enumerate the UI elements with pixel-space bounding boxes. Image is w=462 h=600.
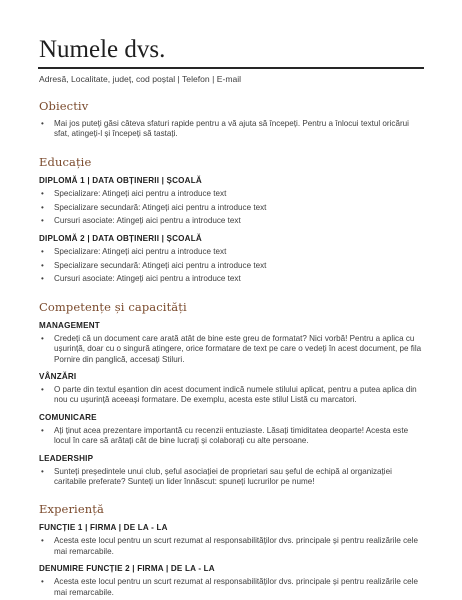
list-item-text: Specializare: Atingeți aici pentru a introduce text <box>54 246 227 256</box>
list-item[interactable] <box>38 577 424 598</box>
list-item-text: Acesta este locul pentru un scurt rezumat al responsabilităților dvs. principale și pentru realizările cele mai remarcabile. <box>54 536 418 556</box>
bullet-icon: • <box>41 216 44 226</box>
bullet-icon: • <box>41 577 44 587</box>
section-title-education[interactable]: Educație <box>39 154 92 169</box>
list-item-text: Mai jos puteți găsi câteva sfaturi rapide pentru a vă ajuta să începeți. Pentru a înlocui textul oricărui sfat, atingeți-l și începeți să tastați. <box>54 119 409 139</box>
list-item-text: Acesta este locul pentru un scurt rezumat al responsabilităților dvs. principale și pentru realizările cele mai remarcabile. <box>54 577 418 597</box>
list-item[interactable] <box>38 203 424 213</box>
degree-heading[interactable]: DIPLOMĂ 2 | DATA OBȚINERII | ȘCOALĂ <box>39 233 202 243</box>
bullet-icon: • <box>41 246 44 256</box>
skill-heading[interactable]: LEADERSHIP <box>39 453 94 463</box>
list-item-text: O parte din textul eșantion din acest document indică numele stilului aplicat, pentru a putea aplica din nou cu ușurință aceeași formatare. De exemplu, acesta este stilul Listă cu marcatori. <box>54 385 417 405</box>
contact-info[interactable]: Adresă, Localitate, județ, cod poștal | Telefon | E-mail <box>39 74 242 84</box>
section-title-experience[interactable]: Experiență <box>39 502 104 517</box>
bullet-icon: • <box>41 119 44 128</box>
list-item[interactable] <box>38 536 424 557</box>
bullet-icon: • <box>41 385 44 395</box>
job-list <box>38 577 424 598</box>
bullet-icon: • <box>41 202 44 212</box>
bullet-icon: • <box>41 333 44 343</box>
objective-list <box>38 119 424 140</box>
skill-list <box>38 385 424 406</box>
list-item-text: Specializare: Atingeți aici pentru a introduce text <box>54 188 227 198</box>
list-item[interactable] <box>38 274 424 284</box>
job-list <box>38 536 424 557</box>
section-title-skills[interactable]: Competențe și capacități <box>39 299 187 314</box>
resume-name[interactable]: Numele dvs. <box>39 36 166 63</box>
list-item[interactable] <box>38 385 424 406</box>
bullet-icon: • <box>41 536 44 546</box>
bullet-icon: • <box>41 425 44 435</box>
list-item-text: Sunteți președintele unui club, șeful asociației de proprietari sau șeful de echipă al organizației caritabile preferate? Sunteți un lider înnăscut: spuneți lucrurilor pe nume! <box>54 466 392 487</box>
header-divider <box>38 67 424 69</box>
skill-list <box>38 334 424 365</box>
list-item[interactable] <box>38 119 424 140</box>
list-item[interactable] <box>38 189 424 199</box>
list-item[interactable] <box>38 467 424 488</box>
degree-list <box>38 189 424 227</box>
list-item-text: Cursuri asociate: Atingeți aici pentru a introduce text <box>54 216 241 226</box>
list-item-text: Credeți că un document care arată atât de bine este greu de formatat? Nici vorbă! Pentru a aplica cu ușurință, doar cu o singură atingere, orice formatare de text pe care o vedeți în acest document, pe fila Pornire din panglică, accesați Stiluri. <box>54 333 422 364</box>
job-heading[interactable]: DENUMIRE FUNCȚIE 2 | FIRMA | DE LA - LA <box>39 564 215 574</box>
list-item-text: Ați ținut acea prezentare importantă cu recenzii entuziaste. Lăsați timiditatea deoparte! Acesta este locul în care să arătați cât de bine lucrați și colaborați cu alte persoane. <box>54 425 409 446</box>
bullet-icon: • <box>41 260 44 270</box>
skill-heading[interactable]: MANAGEMENT <box>39 320 100 330</box>
list-item[interactable] <box>38 261 424 271</box>
bullet-icon: • <box>41 274 44 284</box>
list-item[interactable] <box>38 426 424 447</box>
skill-list <box>38 467 424 488</box>
list-item-text: Specializare secundară: Atingeți aici pentru a introduce text <box>54 260 267 270</box>
list-item[interactable] <box>38 216 424 226</box>
job-heading[interactable]: FUNCȚIE 1 | FIRMA | DE LA - LA <box>39 523 168 533</box>
degree-list <box>38 247 424 285</box>
skill-list <box>38 426 424 447</box>
skill-heading[interactable]: COMUNICARE <box>39 412 97 422</box>
list-item-text: Specializare secundară: Atingeți aici pentru a introduce text <box>54 202 267 212</box>
list-item-text: Cursuri asociate: Atingeți aici pentru a introduce text <box>54 274 241 284</box>
list-item[interactable] <box>38 247 424 257</box>
bullet-icon: • <box>41 466 44 476</box>
degree-heading[interactable]: DIPLOMĂ 1 | DATA OBȚINERII | ȘCOALĂ <box>39 175 202 185</box>
skill-heading[interactable]: VÂNZĂRI <box>39 372 77 382</box>
list-item[interactable] <box>38 334 424 365</box>
section-title-objective[interactable]: Obiectiv <box>39 99 89 113</box>
bullet-icon: • <box>41 188 44 198</box>
